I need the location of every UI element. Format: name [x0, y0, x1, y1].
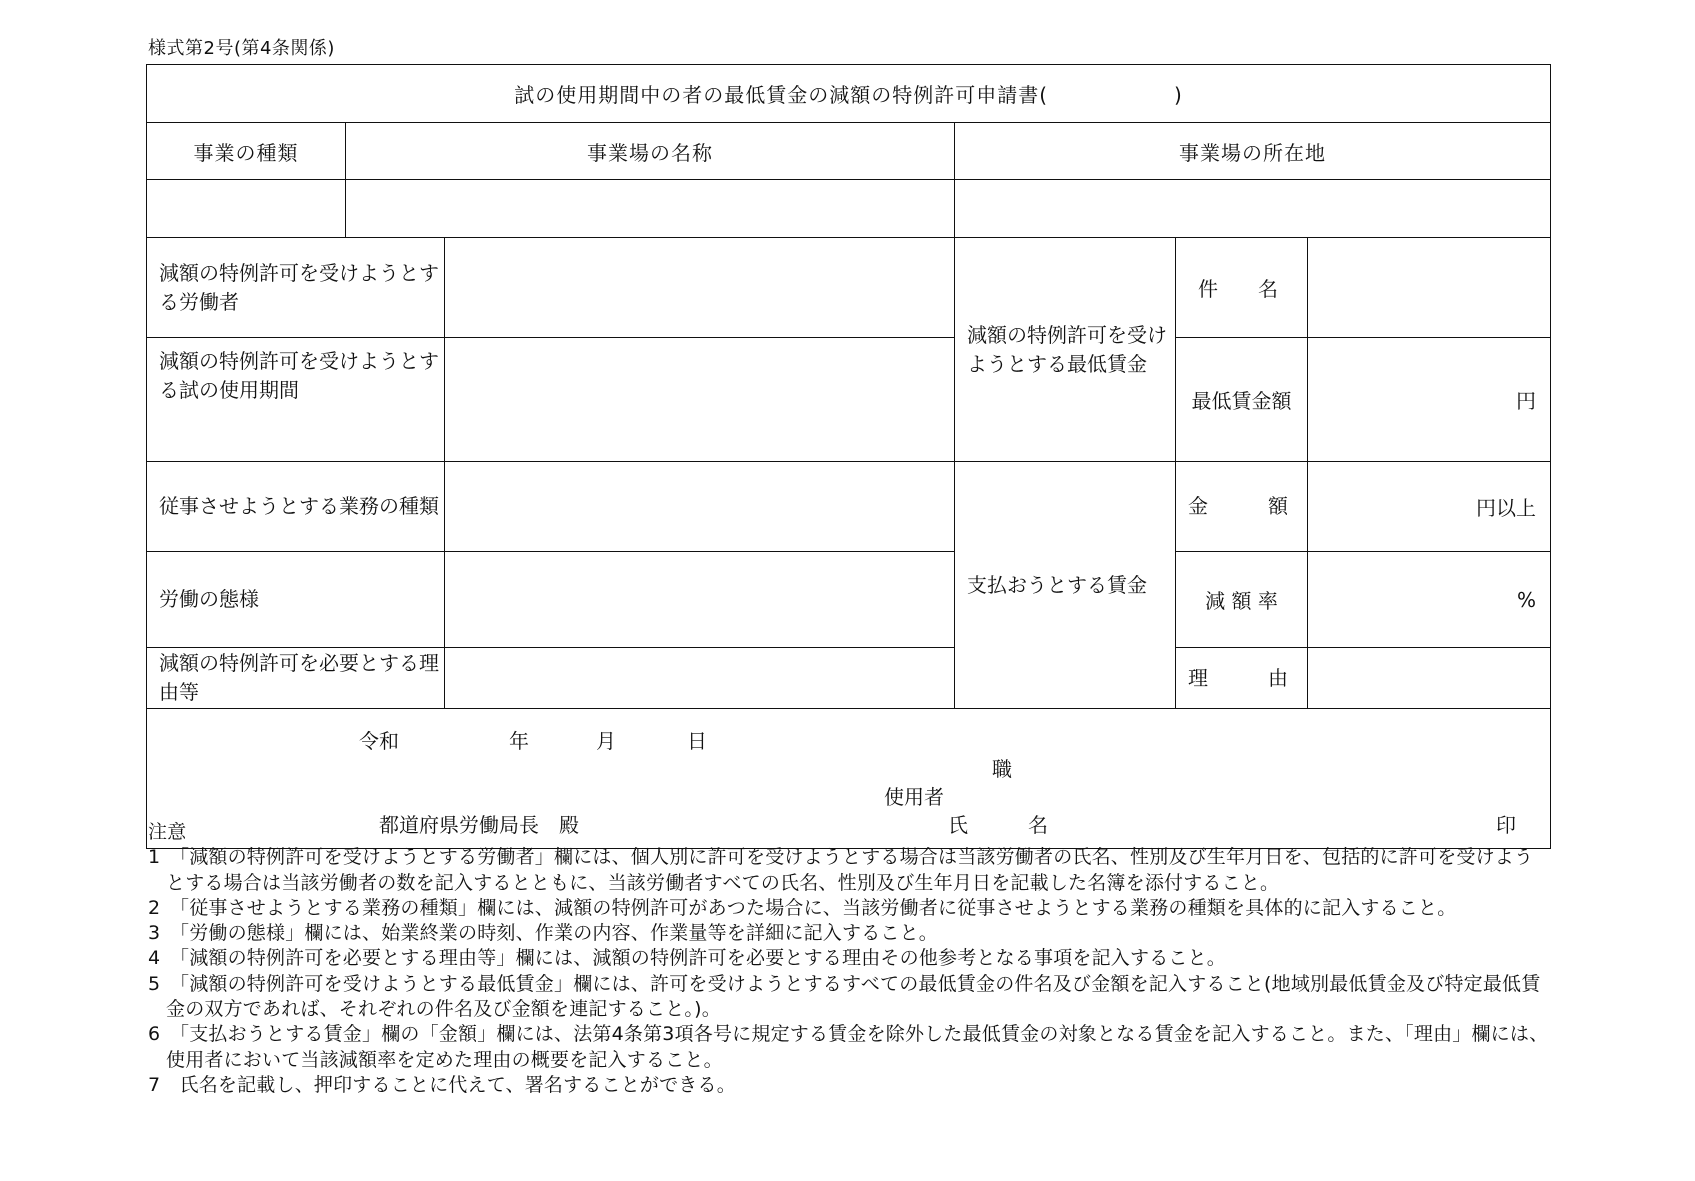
note-item: 3 「労働の態様」欄には、始業終業の時刻、作業の内容、作業量等を詳細に記入すること。: [148, 922, 938, 945]
note-item: 5 「減額の特例許可を受けようとする最低賃金」欄には、許可を受けようとするすべての最低賃金の件名及び金額を記入すること(地域別最低賃金及び特定最低賃金の双方であれば、それぞれの件名及び金額を連記すること。)。: [148, 972, 1541, 1021]
label-workers: 減額の特例許可を受けようとする労働者: [147, 238, 445, 338]
label-case-name: [1176, 238, 1308, 338]
header-workplace-address: 事業場の所在地: [955, 123, 1551, 180]
note-item: 7 氏名を記載し、押印することに代えて、署名することができる。: [148, 1073, 736, 1096]
label-work-mode: 労働の態様: [147, 552, 445, 648]
date-era: 令和: [359, 729, 399, 753]
percent-unit: %: [1517, 587, 1537, 612]
note-item: 1 「減額の特例許可を受けようとする労働者」欄には、個人別に許可を受けようとする場合は当該労働者の氏名、性別及び生年月日を、包括的に許可を受けようとする場合は当該労働者の数を記入するとともに、当該労働者すべての氏名、性別及び生年月日を記載した名簿を添付すること。: [148, 846, 1534, 894]
business-type-field[interactable]: [147, 180, 346, 238]
header-business-type: 事業の種類: [147, 123, 346, 180]
date-month-label: 月: [596, 729, 616, 753]
trial-period-label-text: 減額の特例許可を受けようとする試の使用期間: [159, 348, 439, 402]
label-pay-group: 支払おうとする賃金: [955, 462, 1176, 709]
case-name-field[interactable]: [1308, 238, 1551, 338]
label-amount: 金 額: [1176, 462, 1308, 552]
note-item: 2 「従事させようとする業務の種類」欄には、減額の特例許可があつた場合に、当該労働者に従事させようとする業務の種類を具体的に記入すること。: [148, 896, 1457, 919]
application-form-table: [146, 64, 1551, 849]
employer-position-label: 職: [992, 757, 1012, 781]
label-min-wage-group: 減額の特例許可を受けようとする最低賃金: [955, 238, 1176, 462]
pay-reason-field[interactable]: [1308, 648, 1551, 709]
employer-name-label: 氏 名: [948, 813, 1048, 837]
notes-heading: 注意: [148, 821, 187, 843]
date-year-label: 年: [509, 729, 529, 753]
addressee: 都道府県労働局長 殿: [379, 813, 579, 837]
header-workplace-name: 事業場の名称: [346, 123, 955, 180]
date-day-label: 日: [687, 729, 707, 753]
yen-or-more-unit: 円以上: [1476, 496, 1537, 520]
form-title: 試の使用期間中の者の最低賃金の減額の特例許可申請書( ): [147, 65, 1551, 123]
form-number: 様式第2号(第4条関係): [148, 38, 335, 59]
note-item: 4 「減額の特例許可を必要とする理由等」欄には、減額の特例許可を必要とする理由その他参考となる事項を記入すること。: [148, 947, 1226, 970]
work-mode-field[interactable]: [445, 552, 955, 648]
workers-field[interactable]: [445, 238, 955, 338]
reduction-rate-field[interactable]: [1308, 552, 1551, 648]
amount-field[interactable]: [1308, 462, 1551, 552]
label-reason: 減額の特例許可を必要とする理由等: [147, 648, 445, 709]
note-item: 6 「支払おうとする賃金」欄の「金額」欄には、法第4条第3項各号に規定する賃金を除外した最低賃金の対象となる賃金を記入すること。また、「理由」欄には、使用者において当該減額率を定めた理由の概要を記入すること。: [148, 1023, 1549, 1071]
workplace-name-field[interactable]: [346, 180, 955, 238]
notes-section: [148, 820, 1550, 1098]
min-wage-amount-field[interactable]: [1308, 338, 1551, 462]
case-name-label: 件 名: [1198, 277, 1278, 301]
seal-mark: 印: [1496, 813, 1516, 837]
trial-period-field[interactable]: [445, 338, 955, 462]
label-reduction-rate: 減 額 率: [1176, 552, 1308, 648]
reason-field[interactable]: [445, 648, 955, 709]
label-duty-type: 従事させようとする業務の種類: [147, 462, 445, 552]
workplace-address-field[interactable]: [955, 180, 1551, 238]
yen-unit: 円: [1516, 389, 1537, 413]
label-min-wage-amount: 最低賃金額: [1176, 338, 1308, 462]
label-pay-reason: 理 由: [1176, 648, 1308, 709]
employer-label: 使用者: [884, 785, 944, 809]
duty-type-field[interactable]: [445, 462, 955, 552]
label-trial-period: [147, 338, 445, 462]
